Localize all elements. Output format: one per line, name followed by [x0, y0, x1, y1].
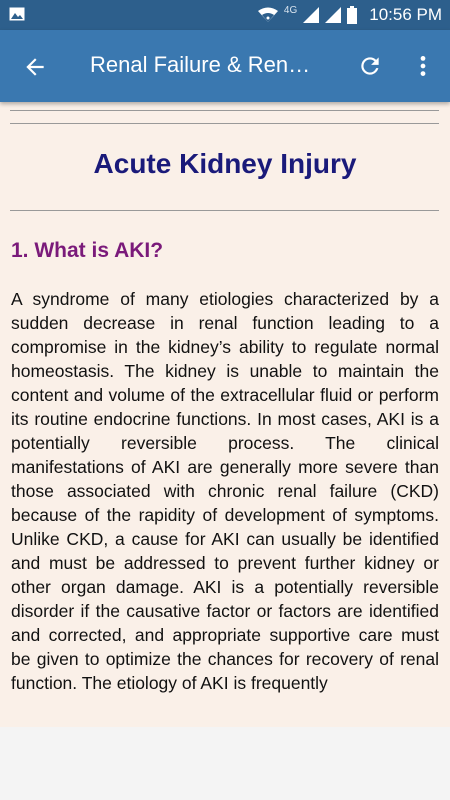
article-heading: Acute Kidney Injury [93, 148, 357, 179]
article-paragraph: A syndrome of many etiologies characterized by a sudden decrease in renal function leading to a compromise in the kidney’s ability to regulate normal homeostasis. The kidney is unable to maintain the content and volume of the extracellular fluid or perform its routine endocrine functions. In most cases, AKI is a potentially reversible process. The clinical manifestations of AKI are generally more severe than those associated with chronic renal failure (CKD) because of the rapidity of development of symptoms. Unlike CKD, a cause for AKI can usually be identified and must be addressed to prevent further kidney or other organ damage. AKI is a potentially reversible disorder if the causative factor or factors are identified and corrected, and appropriate supportive care must be given to optimize the chances for recovery of renal function. The etiology of AKI is frequently [11, 289, 439, 693]
back-arrow-icon[interactable] [22, 54, 48, 80]
status-bar [0, 0, 450, 30]
signal-icon [303, 7, 319, 23]
bottom-blank-area [0, 727, 450, 800]
article-content[interactable] [0, 102, 450, 727]
image-icon [9, 7, 25, 21]
wifi-icon [258, 7, 278, 23]
refresh-icon[interactable] [357, 53, 383, 79]
status-icons [258, 0, 442, 30]
network-type-label: 4G [283, 4, 298, 16]
page-title: Renal Failure & Ren… [90, 52, 311, 77]
app-bar [0, 30, 450, 102]
signal-icon [325, 7, 341, 23]
divider [10, 210, 439, 211]
divider [10, 123, 439, 124]
battery-icon [347, 6, 357, 24]
section-title: 1. What is AKI? [11, 239, 164, 262]
more-vert-icon[interactable] [410, 53, 436, 79]
divider [10, 110, 439, 111]
status-time: 10:56 PM [369, 5, 442, 24]
